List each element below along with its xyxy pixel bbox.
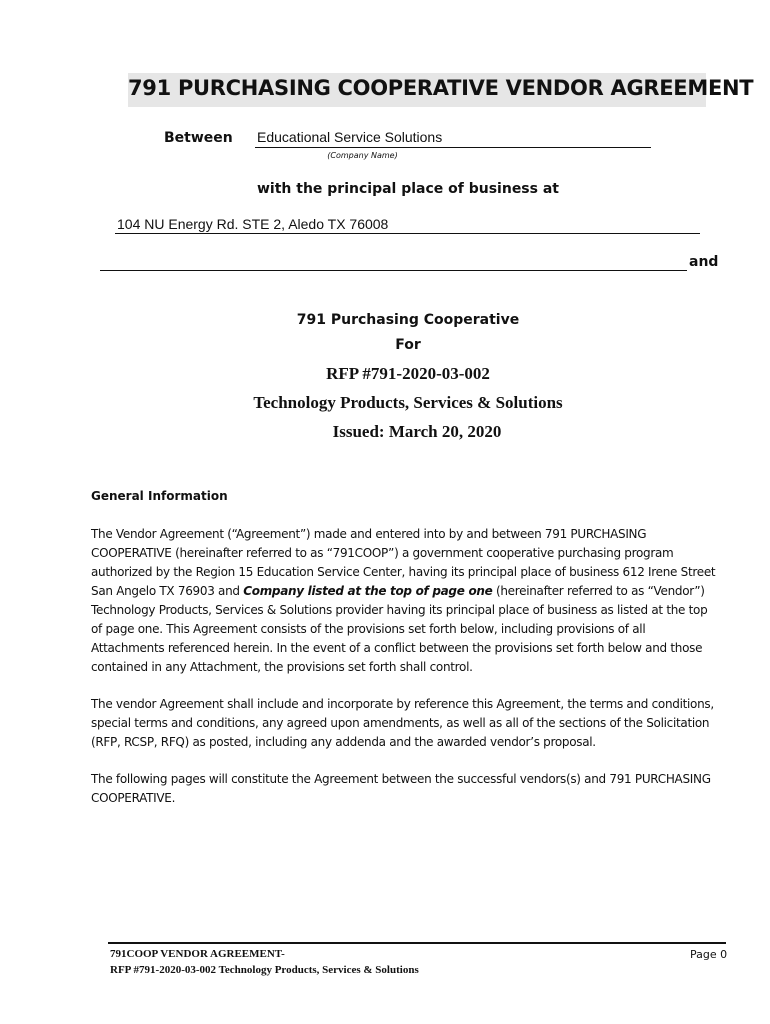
issued-date: Issued: March 20, 2020 [332,422,502,441]
address-line-2-field[interactable] [100,270,687,271]
footer-line-2: RFP #791-2020-03-002 Technology Products, Services & Solutions [110,964,419,976]
between-label: Between [164,130,233,146]
agreement-paragraph-1 [91,525,721,677]
paragraph-1-text-a: The Vendor Agreement (“Agreement”) made and entered into by and between 791 PURCHASING COOPERATIVE (hereinafter referred to as “791COOP”) a government cooperative purchasing program authorized by the Region 15 Education Service Center, having its principal place of business 612 Irene Street San Angelo TX 76903 and [91,527,716,598]
cooperative-name: 791 Purchasing Cooperative [296,312,520,328]
principal-place-heading: with the principal place of business at [256,181,559,197]
company-name-underline [255,147,651,148]
address-field[interactable]: 104 NU Energy Rd. STE 2, Aledo TX 76008 [117,216,389,232]
document-title: 791 PURCHASING COOPERATIVE VENDOR AGREEMENT [128,76,754,100]
footer-line-1: 791COOP VENDOR AGREEMENT- [110,948,285,960]
page-number: Page 0 [690,948,728,961]
paragraph-1-text-b: (hereinafter referred to as “Vendor”) Technology Products, Services & Solutions provider having its principal place of business as listed at the top of page one. This Agreement consists of the provisions set forth below, including provisions of all Attachments referenced herein. In the event of a conflict between the provisions set forth below and those contained in any Attachment, the provisions set forth shall control. [91,584,708,674]
company-name-caption: (Company Name) [327,151,398,160]
rfp-title: Technology Products, Services & Solutions [253,393,563,412]
company-name-field[interactable]: Educational Service Solutions [257,129,443,145]
general-information-heading: General Information [91,489,228,503]
agreement-paragraph-3: The following pages will constitute the Agreement between the successful vendors(s) and 791 PURCHASING COOPERATIVE. [91,772,711,805]
agreement-paragraph-2: The vendor Agreement shall include and incorporate by reference this Agreement, the terms and conditions, special terms and conditions, any agreed upon amendments, as well as all of the sections of the Solicitation (RFP, RCSP, RFQ) as posted, including any addenda and the awarded vendor’s proposal. [91,697,714,749]
address-underline [115,233,700,234]
footer-divider [108,942,726,944]
for-label: For [395,337,421,353]
paragraph-1-emphasis: Company listed at the top of page one [243,584,493,598]
and-label: and [689,254,719,270]
rfp-number: RFP #791-2020-03-002 [326,364,490,383]
